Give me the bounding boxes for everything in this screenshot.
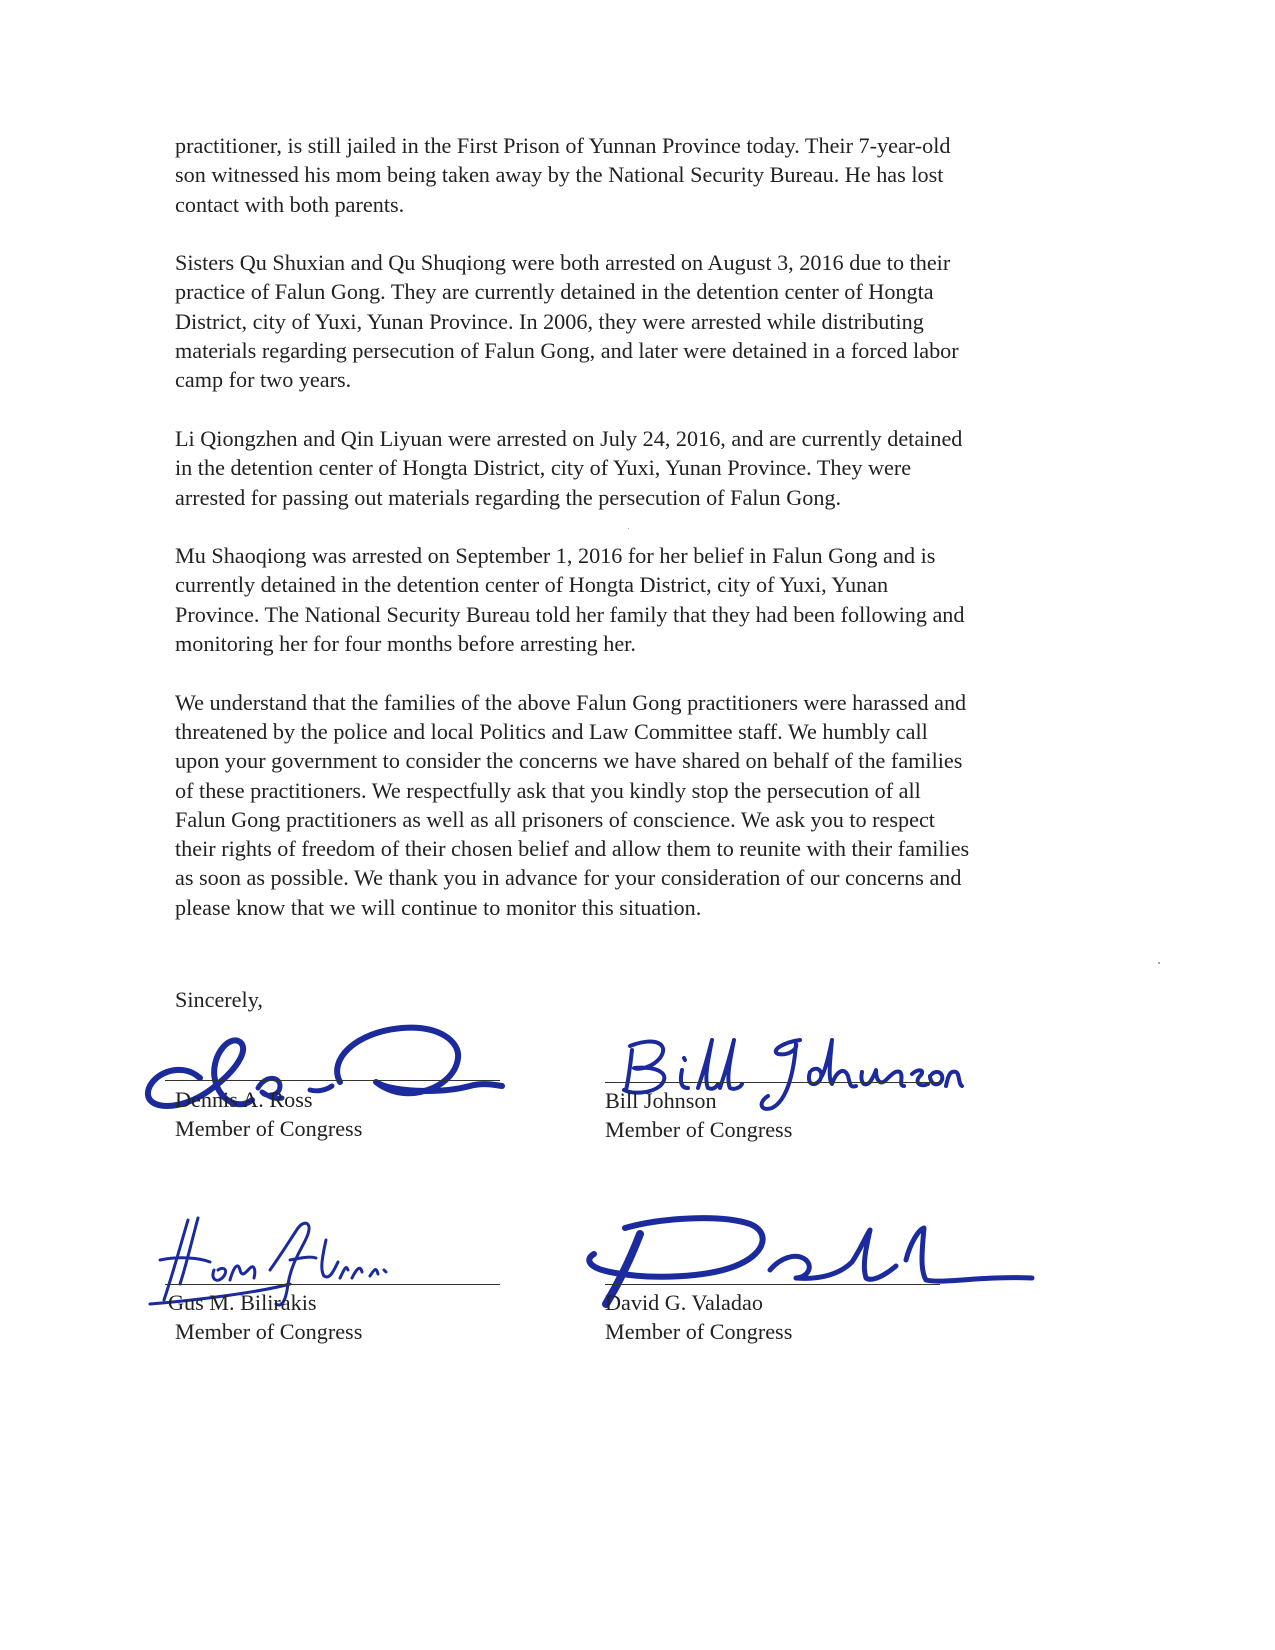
signature-line — [165, 1284, 500, 1285]
text-line: as soon as possible. We thank you in advance for your consideration of our concerns and — [175, 865, 962, 891]
text-line: Falun Gong practitioners as well as all prisoners of conscience. We ask you to respect — [175, 806, 935, 832]
text-line: of these practitioners. We respectfully ask that you kindly stop the persecution of all — [175, 777, 921, 803]
text-line: practice of Falun Gong. They are currently detained in the detention center of Hongta — [175, 279, 934, 305]
text-line: in the detention center of Hongta District, city of Yuxi, Yunan Province. They were — [175, 455, 912, 481]
letter-body — [175, 131, 1075, 951]
signer-name-1: Dennis A. Ross — [175, 1087, 313, 1112]
paragraph-3 — [175, 424, 1075, 512]
signature-line — [605, 1082, 940, 1083]
text-line: Province. The National Security Bureau told her family that they had been following and — [175, 601, 965, 627]
text-line: camp for two years. — [175, 367, 352, 393]
text-line: currently detained in the detention center of Hongta District, city of Yuxi, Yunan — [175, 572, 889, 598]
signature-line — [165, 1080, 500, 1081]
paragraph-2 — [175, 248, 1075, 394]
paragraph-5 — [175, 688, 1075, 922]
closing-salutation: Sincerely, — [175, 987, 263, 1012]
text-line: Mu Shaoqiong was arrested on September 1, 2016 for her belief in Falun Gong and is — [175, 543, 936, 569]
scan-speck — [628, 528, 629, 529]
text-line: materials regarding persecution of Falun Gong, and later were detained in a forced labor — [175, 338, 959, 364]
text-line: District, city of Yuxi, Yunan Province. In 2006, they were arrested while distributing — [175, 308, 924, 334]
text-line: please know that we will continue to monitor this situation. — [175, 894, 702, 920]
text-line: son witnessed his mom being taken away by the National Security Bureau. He has lost — [175, 162, 944, 188]
text-line: threatened by the police and local Politics and Law Committee staff. We humbly call — [175, 718, 928, 744]
paragraph-4 — [175, 541, 1075, 658]
paragraph-1 — [175, 131, 1075, 219]
scan-speck — [1158, 962, 1160, 964]
signer-title-2: Member of Congress — [605, 1117, 793, 1142]
text-line: upon your government to consider the concerns we have shared on behalf of the families — [175, 748, 963, 774]
text-line: Sisters Qu Shuxian and Qu Shuqiong were both arrested on August 3, 2016 due to their — [175, 250, 951, 276]
signer-name-2: Bill Johnson — [605, 1088, 717, 1113]
signer-name-4: David G. Valadao — [605, 1290, 763, 1315]
text-line: practitioner, is still jailed in the First Prison of Yunnan Province today. Their 7-year-old — [175, 133, 951, 158]
text-line: contact with both parents. — [175, 191, 405, 217]
signature-line — [605, 1284, 940, 1285]
text-line: arrested for passing out materials regarding the persecution of Falun Gong. — [175, 484, 842, 510]
text-line: We understand that the families of the above Falun Gong practitioners were harassed and — [175, 689, 967, 715]
signer-title-4: Member of Congress — [605, 1319, 793, 1344]
signer-title-1: Member of Congress — [175, 1116, 363, 1141]
signer-title-3: Member of Congress — [175, 1319, 363, 1344]
text-line: their rights of freedom of their chosen belief and allow them to reunite with their families — [175, 836, 970, 862]
text-line: monitoring her for four months before arresting her. — [175, 631, 636, 657]
signer-name-3: Gus M. Bilirakis — [168, 1290, 317, 1315]
text-line: Li Qiongzhen and Qin Liyuan were arrested on July 24, 2016, and are currently detained — [175, 425, 963, 451]
